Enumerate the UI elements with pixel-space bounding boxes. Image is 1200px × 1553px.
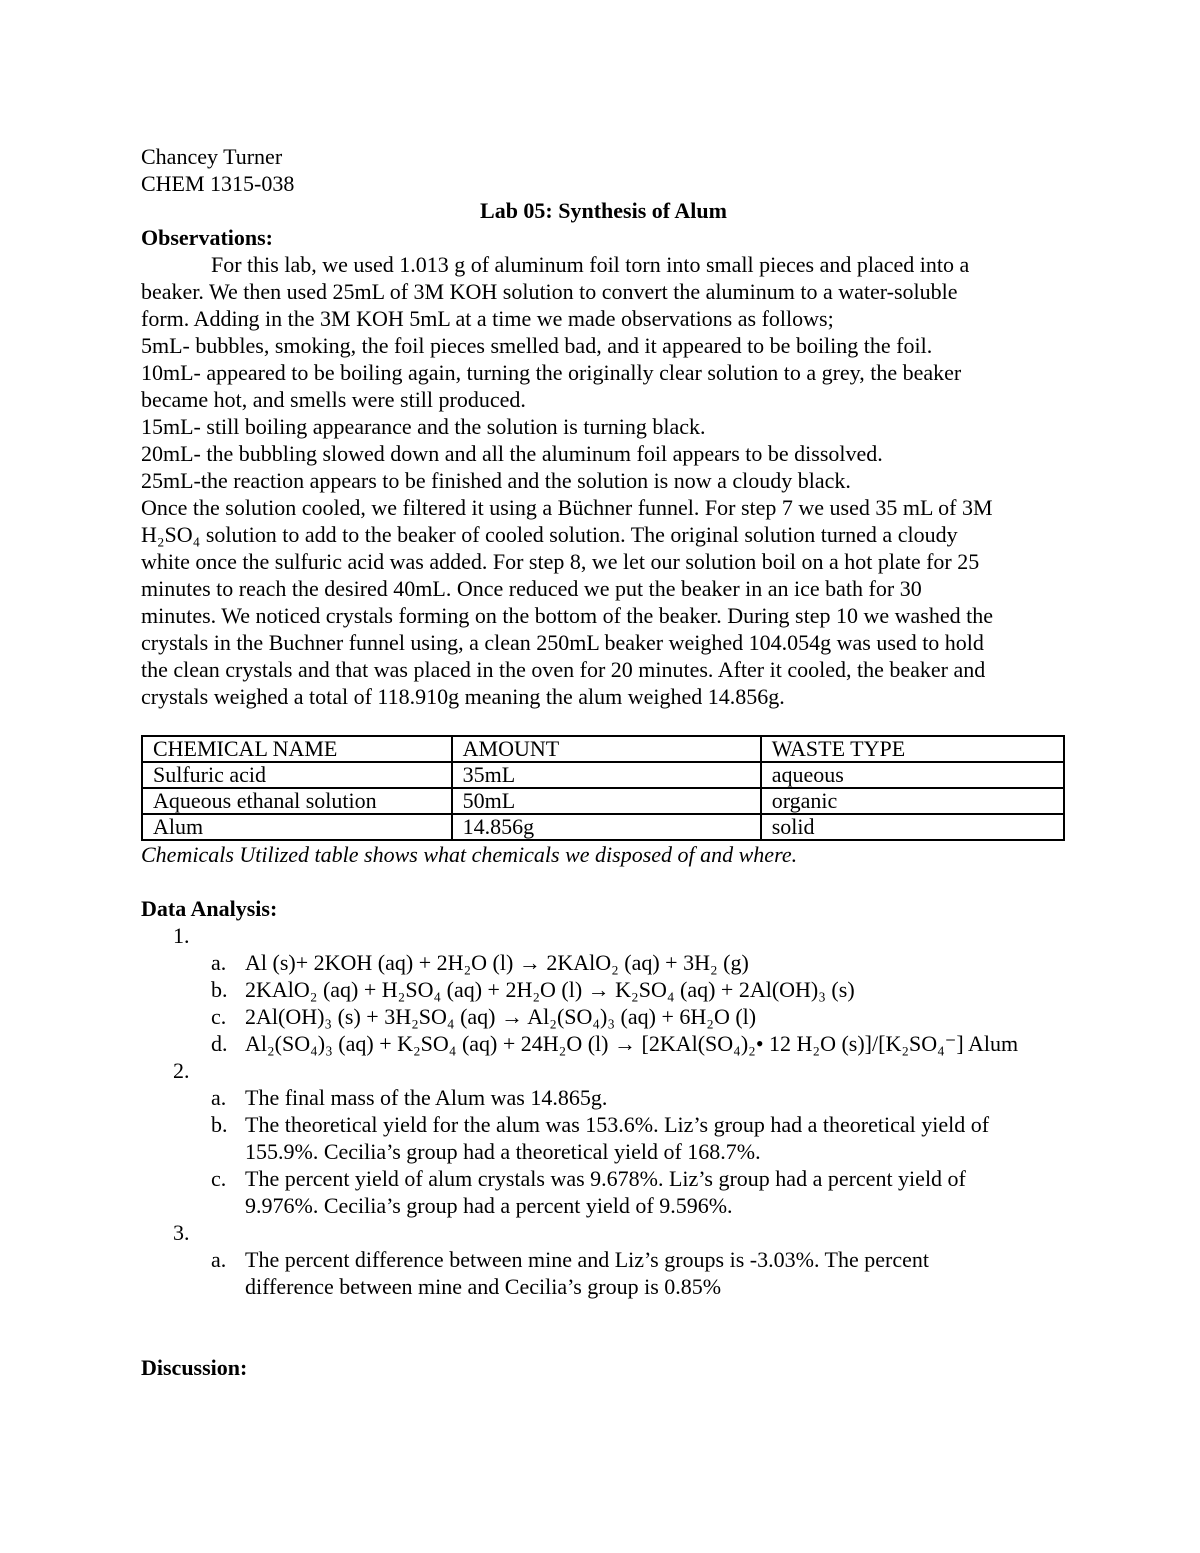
sub-item-text-continued: 155.9%. Cecilia’s group had a theoretical yield of 168.7%.	[245, 1139, 761, 1164]
observations-line: crystals in the Buchner funnel using, a clean 250mL beaker weighed 104.054g was used to hold	[141, 630, 984, 655]
table-row	[142, 814, 1064, 840]
table-cell: aqueous	[761, 762, 1064, 788]
table-header-cell: AMOUNT	[452, 736, 761, 762]
sub-item-text-continued: difference between mine and Cecilia’s group is 0.85%	[245, 1274, 722, 1299]
sub-item-letter: a.	[211, 1247, 227, 1272]
table-row	[142, 788, 1064, 814]
observations-line: beaker. We then used 25mL of 3M KOH solution to convert the aluminum to a water-soluble	[141, 279, 958, 304]
lab-title: Lab 05: Synthesis of Alum	[480, 198, 727, 223]
observations-line: 5mL- bubbles, smoking, the foil pieces smelled bad, and it appeared to be boiling the foil.	[141, 333, 933, 358]
sub-item-letter: a.	[211, 1085, 227, 1110]
observations-line: 10mL- appeared to be boiling again, turning the originally clear solution to a grey, the beaker	[141, 360, 962, 385]
list-sub-item	[141, 949, 1066, 976]
table-header-cell: WASTE TYPE	[761, 736, 1064, 762]
table-cell: solid	[761, 814, 1064, 840]
equation-text: 2KAlO₂ (aq) + H₂SO₄ (aq) + 2H₂O (l) → K₂SO₄ (aq) + 2Al(OH)₃ (s)	[245, 977, 855, 1002]
blank-line	[141, 1300, 1066, 1327]
observations-line: 15mL- still boiling appearance and the solution is turning black.	[141, 414, 706, 439]
chemicals-table	[141, 735, 1065, 841]
sub-item-text: The final mass of the Alum was 14.865g.	[245, 1085, 608, 1110]
observations-line: white once the sulfuric acid was added. For step 8, we let our solution boil on a hot plate for 25	[141, 549, 980, 574]
blank-line	[141, 868, 1066, 895]
observations-line: 25mL-the reaction appears to be finished and the solution is now a cloudy black.	[141, 468, 851, 493]
table-header-cell: CHEMICAL NAME	[142, 736, 452, 762]
data-analysis-heading: Data Analysis:	[141, 896, 278, 921]
table-cell: Aqueous ethanal solution	[142, 788, 452, 814]
list-sub-item	[141, 1030, 1066, 1057]
observations-heading: Observations:	[141, 225, 273, 250]
discussion-heading: Discussion:	[141, 1355, 248, 1380]
sub-item-letter: c.	[211, 1004, 227, 1029]
observations-line: form. Adding in the 3M KOH 5mL at a time we made observations as follows;	[141, 306, 834, 331]
author-name: Chancey Turner	[141, 144, 283, 169]
equation-text: Al₂(SO₄)₃ (aq) + K₂SO₄ (aq) + 24H₂O (l) → [2KAl(SO₄)₂• 12 H₂O (s)]/[K₂SO₄⁻] Alum	[245, 1031, 1019, 1056]
list-item-number: 3.	[173, 1220, 190, 1245]
sub-item-letter: d.	[211, 1031, 228, 1056]
observations-line: 20mL- the bubbling slowed down and all the aluminum foil appears to be dissolved.	[141, 441, 883, 466]
list-sub-item	[141, 976, 1066, 1003]
table-caption: Chemicals Utilized table shows what chemicals we disposed of and where.	[141, 842, 798, 867]
sub-item-text: The percent yield of alum crystals was 9.678%. Liz’s group had a percent yield of	[245, 1166, 966, 1191]
equation-text: Al (s)+ 2KOH (aq) + 2H₂O (l) → 2KAlO₂ (aq) + 3H₂ (g)	[245, 950, 749, 975]
sub-item-letter: c.	[211, 1166, 227, 1191]
list-item-number: 2.	[173, 1058, 190, 1083]
blank-line	[141, 1327, 1066, 1354]
sub-item-letter: b.	[211, 1112, 228, 1137]
table-cell: organic	[761, 788, 1064, 814]
observations-line: minutes to reach the desired 40mL. Once reduced we put the beaker in an ice bath for 30	[141, 576, 922, 601]
observations-line: became hot, and smells were still produced.	[141, 387, 526, 412]
sub-item-letter: a.	[211, 950, 227, 975]
sub-item-text: The percent difference between mine and Liz’s groups is -3.03%. The percent	[245, 1247, 929, 1272]
equation-text: 2Al(OH)₃ (s) + 3H₂SO₄ (aq) → Al₂(SO₄)₃ (aq) + 6H₂O (l)	[245, 1004, 757, 1029]
table-row	[142, 762, 1064, 788]
observations-line: For this lab, we used 1.013 g of aluminum foil torn into small pieces and placed into a	[211, 252, 970, 277]
table-cell: Sulfuric acid	[142, 762, 452, 788]
observations-line: the clean crystals and that was placed in the oven for 20 minutes. After it cooled, the beaker and	[141, 657, 986, 682]
list-sub-item	[141, 1003, 1066, 1030]
observations-line: H₂SO₄ solution to add to the beaker of cooled solution. The original solution turned a cloudy	[141, 522, 958, 547]
table-cell: 14.856g	[452, 814, 761, 840]
sub-item-text-continued: 9.976%. Cecilia’s group had a percent yield of 9.596%.	[245, 1193, 733, 1218]
table-header-row	[142, 736, 1064, 762]
table-cell: 50mL	[452, 788, 761, 814]
list-item-number: 1.	[173, 923, 190, 948]
table-cell: Alum	[142, 814, 452, 840]
course-code: CHEM 1315-038	[141, 171, 295, 196]
list-sub-item	[141, 1084, 1066, 1111]
list-sub-item	[141, 1111, 1066, 1138]
table-cell: 35mL	[452, 762, 761, 788]
list-sub-item	[141, 1165, 1066, 1192]
sub-item-text: The theoretical yield for the alum was 153.6%. Liz’s group had a theoretical yield of	[245, 1112, 990, 1137]
list-sub-item	[141, 1246, 1066, 1273]
observations-line: Once the solution cooled, we filtered it using a Büchner funnel. For step 7 we used 35 mL of 3M	[141, 495, 993, 520]
document-content	[141, 143, 1066, 1381]
sub-item-letter: b.	[211, 977, 228, 1002]
observations-line: minutes. We noticed crystals forming on the bottom of the beaker. During step 10 we washed the	[141, 603, 993, 628]
observations-line: crystals weighed a total of 118.910g meaning the alum weighed 14.856g.	[141, 684, 785, 709]
